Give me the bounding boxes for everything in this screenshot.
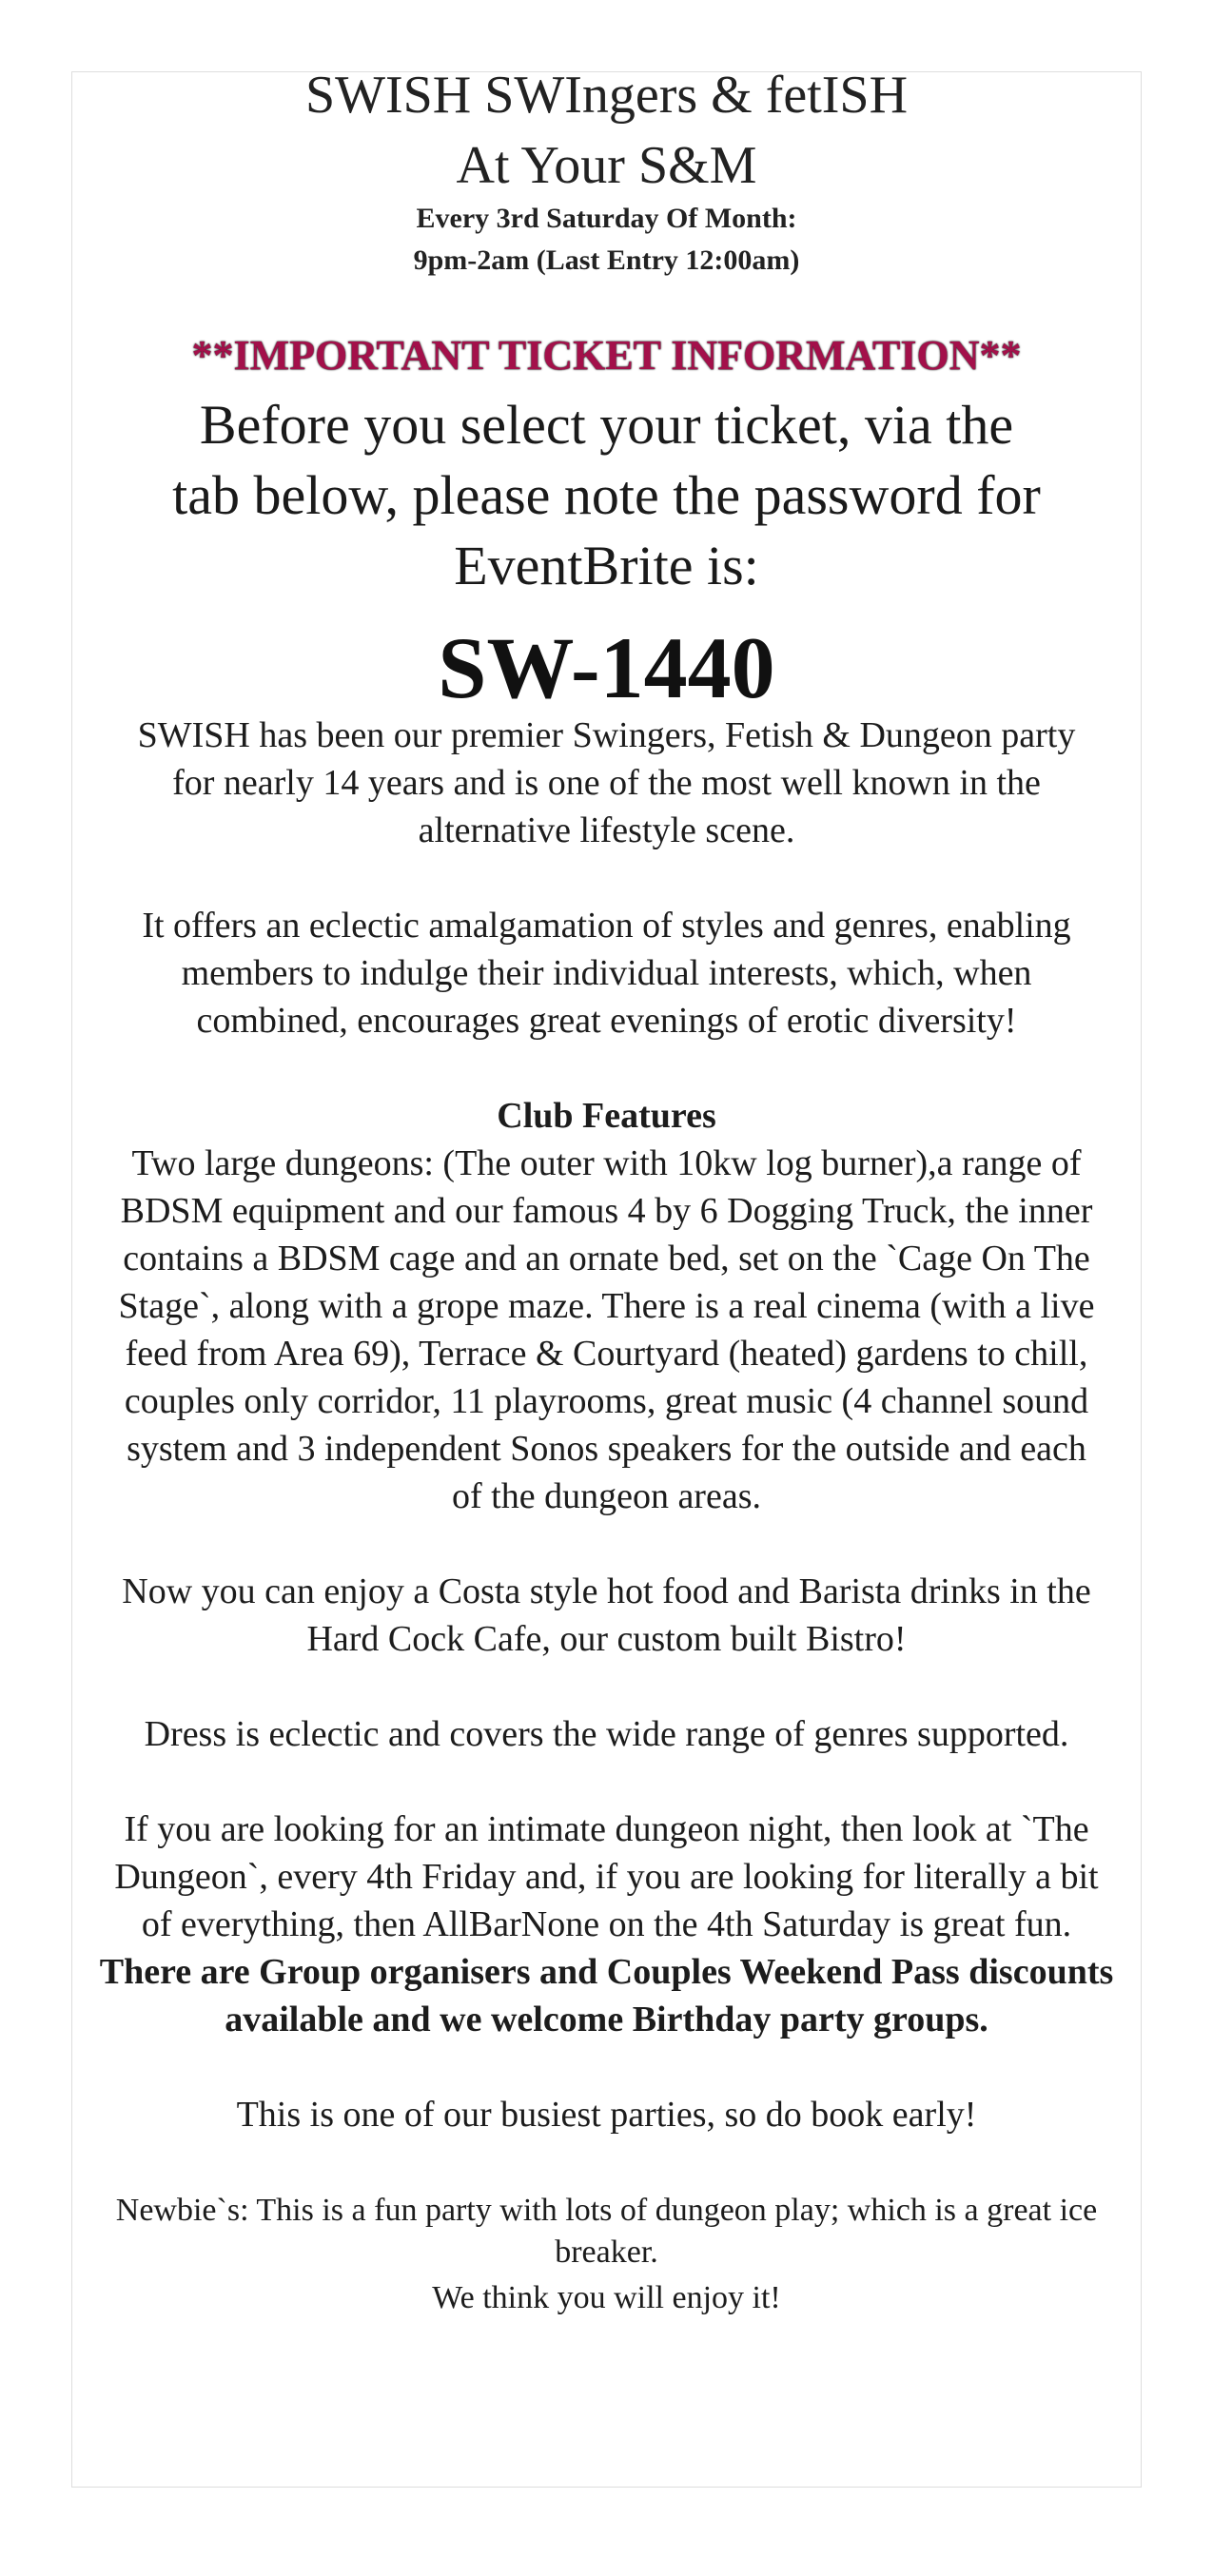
ticket-note-line1: Before you select your ticket, via the (199, 394, 1014, 456)
ticket-note-line3: EventBrite is: (454, 535, 759, 596)
dress-code: Dress is eclectic and covers the wide range of genres supported. (144, 1714, 1069, 1754)
newbies-line2: breaker. (555, 2234, 658, 2270)
ticket-note-line2: tab below, please note the password for (172, 464, 1041, 526)
intro-p1-line1: SWISH has been our premier Swingers, Fetish & Dungeon party (137, 715, 1076, 755)
features-line: contains a BDSM cage and an ornate bed, set on the `Cage On The (123, 1239, 1090, 1278)
features-line: BDSM equipment and our famous 4 by 6 Dogging Truck, the inner (120, 1191, 1093, 1231)
event-title-line2: At Your S&M (456, 136, 757, 195)
discounts-line2: available and we welcome Birthday party groups. (225, 2000, 988, 2039)
newbies-line3: We think you will enjoy it! (432, 2280, 781, 2315)
intro-p2-line3: combined, encourages great evenings of erotic diversity! (196, 1001, 1017, 1041)
intro-p2-line1: It offers an eclectic amalgamation of styles and genres, enabling (142, 906, 1071, 946)
intro-p2-line2: members to indulge their individual interests, which, when (181, 953, 1032, 993)
intro-p1-line3: alternative lifestyle scene. (418, 810, 795, 850)
features-line: Two large dungeons: (The outer with 10kw log burner),a range of (131, 1143, 1082, 1183)
other-events-line1: If you are looking for an intimate dungeon night, then look at `The (124, 1809, 1089, 1849)
schedule-line2: 9pm-2am (Last Entry 12:00am) (413, 244, 800, 276)
event-title-line1: SWISH SWIngers & fetISH (304, 66, 909, 125)
features-line: feed from Area 69), Terrace & Courtyard (heated) gardens to chill, (125, 1334, 1088, 1374)
intro-p1-line2: for nearly 14 years and is one of the most well known in the (172, 763, 1041, 803)
newbies-line1: Newbie`s: This is a fun party with lots of dungeon play; which is a great ice (115, 2193, 1098, 2228)
discounts-line1: There are Group organisers and Couples Weekend Pass discounts (99, 1952, 1114, 1992)
features-line: couples only corridor, 11 playrooms, great music (4 channel sound (124, 1381, 1089, 1421)
other-events-line3: of everything, then AllBarNone on the 4th Saturday is great fun. (141, 1904, 1072, 1944)
other-events-line2: Dungeon`, every 4th Friday and, if you are looking for literally a bit (114, 1857, 1099, 1897)
club-features-heading: Club Features (497, 1096, 716, 1136)
book-early-note: This is one of our busiest parties, so do book early! (236, 2095, 977, 2135)
features-line: system and 3 independent Sonos speakers for the outside and each (127, 1429, 1086, 1469)
cafe-line2: Hard Cock Cafe, our custom built Bistro! (306, 1619, 907, 1659)
features-line: of the dungeon areas. (452, 1476, 761, 1516)
important-ticket-heading: **IMPORTANT TICKET INFORMATION** (191, 332, 1022, 379)
cafe-line1: Now you can enjoy a Costa style hot food and Barista drinks in the (122, 1571, 1091, 1611)
eventbrite-password: SW-1440 (438, 619, 775, 716)
features-line: Stage`, along with a grope maze. There is a real cinema (with a live (118, 1286, 1095, 1326)
schedule-line1: Every 3rd Saturday Of Month: (416, 203, 797, 234)
